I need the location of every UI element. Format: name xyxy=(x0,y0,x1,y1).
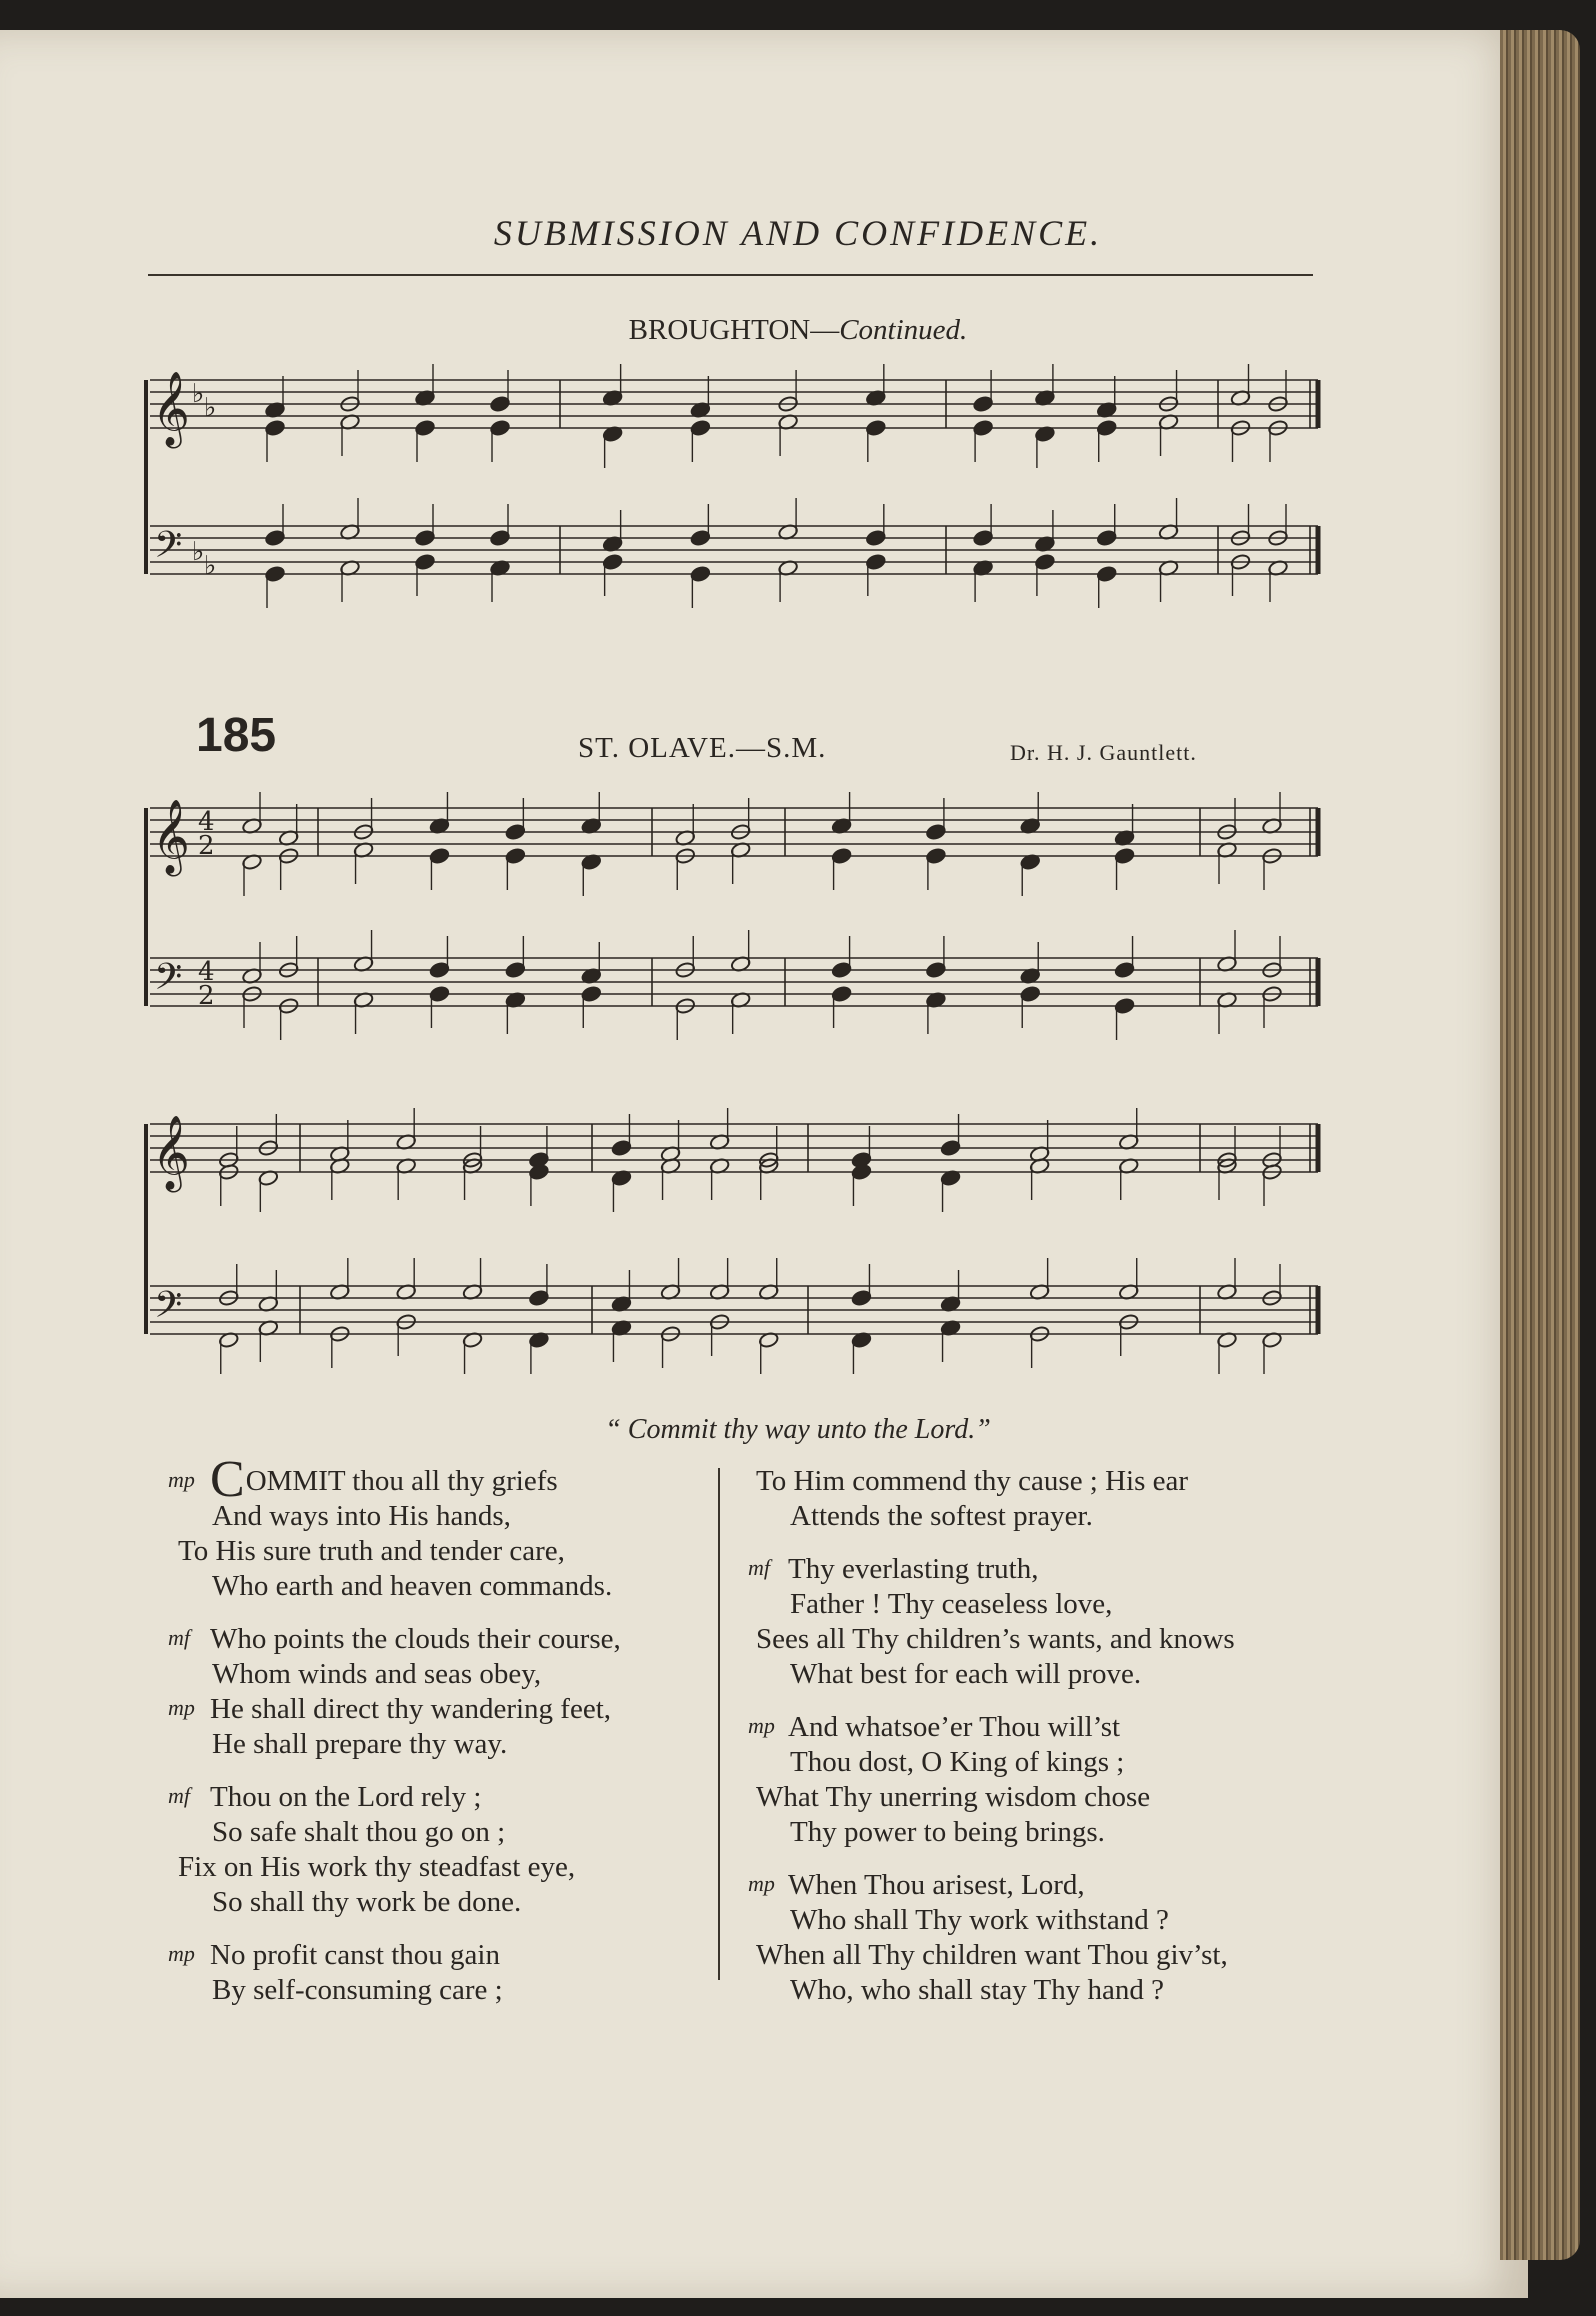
treble-clef-icon: 𝄞 xyxy=(152,1116,190,1190)
bass-staff xyxy=(150,526,1318,574)
lyric-line xyxy=(170,1850,710,1885)
lyric-line xyxy=(748,1938,1308,1973)
bass-clef-icon: 𝄢 xyxy=(154,956,183,1007)
lyric-text: What best for each will prove. xyxy=(790,1658,1142,1690)
tune-continued-name: BROUGHTON— xyxy=(628,314,840,346)
column-divider xyxy=(718,1468,720,1980)
lyric-text: Thou dost, O King of kings ; xyxy=(790,1746,1125,1778)
tune-continued-suffix: Continued. xyxy=(839,314,968,346)
hymn-tune-name: ST. OLAVE.—S.M. xyxy=(578,732,827,764)
dynamic-marking: mp xyxy=(748,1713,775,1738)
lyric-line xyxy=(170,1657,710,1692)
lyric-text: Whom winds and seas obey, xyxy=(212,1658,542,1690)
lyric-text: No profit canst thou gain xyxy=(210,1939,500,1971)
lyric-text: So shall thy work be done. xyxy=(212,1886,522,1918)
lyric-line xyxy=(748,1745,1308,1780)
hymn-motto: “ Commit thy way unto the Lord.” xyxy=(605,1414,991,1445)
lyric-text: He shall prepare thy way. xyxy=(212,1728,508,1760)
dynamic-marking: mp xyxy=(168,1941,195,1966)
lyric-line xyxy=(168,1451,710,1508)
lyric-line xyxy=(748,1710,1308,1745)
key-flat-icon: ♭ xyxy=(204,393,217,423)
time-signature-numerator: 4 xyxy=(198,957,215,987)
lyric-line xyxy=(748,1464,1308,1499)
lyric-line xyxy=(170,1780,710,1815)
lyric-text: COMMIT thou all thy griefs xyxy=(210,1451,558,1508)
lyrics-right-column xyxy=(748,1464,1308,2026)
lyrics-left-column xyxy=(168,1451,710,2026)
lyric-line xyxy=(170,1569,710,1604)
lyric-line xyxy=(170,1973,710,2008)
hymn-composer: Dr. H. J. Gauntlett. xyxy=(1010,740,1197,765)
key-flat-icon: ♭ xyxy=(192,537,205,567)
lyric-text: What Thy unerring wisdom chose xyxy=(756,1781,1151,1813)
dynamic-marking: mp xyxy=(748,1871,775,1896)
lyric-line xyxy=(170,1622,710,1657)
lyric-line xyxy=(170,1692,710,1727)
lyric-line xyxy=(748,1587,1308,1622)
lyric-text: To Him commend thy cause ; His ear xyxy=(756,1465,1189,1497)
hymn-number: 185 xyxy=(196,709,277,762)
stanza xyxy=(748,1552,1308,1692)
lyric-text: Thy power to being brings. xyxy=(790,1816,1105,1848)
stanza xyxy=(748,1868,1308,2008)
time-signature-numerator: 4 xyxy=(198,807,215,837)
lyric-text: Who earth and heaven commands. xyxy=(212,1570,613,1602)
lyric-line xyxy=(170,1534,710,1569)
bass-clef-icon: 𝄢 xyxy=(154,1284,183,1335)
lyric-line xyxy=(748,1973,1308,2008)
lyric-text: Fix on His work thy steadfast eye, xyxy=(178,1851,576,1883)
key-flat-icon: ♭ xyxy=(192,379,205,409)
lyric-line xyxy=(170,1815,710,1850)
lyric-text: To His sure truth and tender care, xyxy=(178,1535,565,1567)
lyric-line xyxy=(170,1938,710,1973)
lyric-line xyxy=(170,1727,710,1762)
bass-staff xyxy=(150,1286,1318,1334)
time-signature-denominator: 2 xyxy=(198,831,215,861)
lyric-text: And whatsoe’er Thou will’st xyxy=(788,1711,1121,1743)
lyric-text: And ways into His hands, xyxy=(212,1500,511,1532)
lyric-text: By self-consuming care ; xyxy=(212,1974,503,2006)
lyric-line xyxy=(748,1499,1308,1534)
lyric-line xyxy=(748,1552,1308,1587)
stanza xyxy=(748,1464,1308,1534)
lyric-text: Who, who shall stay Thy hand ? xyxy=(790,1974,1164,2006)
dynamic-marking: mf xyxy=(168,1783,190,1808)
dynamic-marking: mf xyxy=(748,1555,770,1580)
dynamic-marking: mp xyxy=(168,1695,195,1720)
time-signature-denominator: 2 xyxy=(198,981,215,1011)
lyric-line xyxy=(170,1499,710,1534)
stanza xyxy=(170,1938,710,2008)
stanza xyxy=(170,1780,710,1920)
treble-staff xyxy=(150,1124,1318,1172)
lyric-line xyxy=(748,1903,1308,1938)
lyric-line xyxy=(748,1622,1308,1657)
treble-staff xyxy=(150,380,1318,428)
lyric-line xyxy=(170,1885,710,1920)
dynamic-marking: mp xyxy=(168,1467,195,1492)
lyric-text: Father ! Thy ceaseless love, xyxy=(790,1588,1113,1620)
lyric-text: Who shall Thy work withstand ? xyxy=(790,1904,1169,1936)
lyric-line xyxy=(748,1657,1308,1692)
lyric-text: Thy everlasting truth, xyxy=(788,1553,1039,1585)
stanza xyxy=(168,1451,710,1604)
lyric-text: He shall direct thy wandering feet, xyxy=(210,1693,612,1725)
lyric-text: So safe shalt thou go on ; xyxy=(212,1816,506,1848)
lyric-text: Sees all Thy children’s wants, and knows xyxy=(756,1623,1235,1655)
key-flat-icon: ♭ xyxy=(204,551,217,581)
running-head: SUBMISSION AND CONFIDENCE. xyxy=(493,213,1103,253)
lyric-text: When all Thy children want Thou giv’st, xyxy=(756,1939,1228,1971)
lyric-text: Who points the clouds their course, xyxy=(210,1623,621,1655)
lyric-text: Thou on the Lord rely ; xyxy=(210,1781,482,1813)
bass-clef-icon: 𝄢 xyxy=(154,524,183,575)
lyric-line xyxy=(748,1868,1308,1903)
lyric-line xyxy=(748,1815,1308,1850)
dynamic-marking: mf xyxy=(168,1625,190,1650)
lyric-text: Attends the softest prayer. xyxy=(790,1500,1093,1532)
treble-clef-icon: 𝄞 xyxy=(152,372,190,446)
lyric-text: When Thou arisest, Lord, xyxy=(788,1869,1085,1901)
lyric-line xyxy=(748,1780,1308,1815)
stanza xyxy=(170,1622,710,1762)
stanza xyxy=(748,1710,1308,1850)
treble-clef-icon: 𝄞 xyxy=(152,800,190,874)
